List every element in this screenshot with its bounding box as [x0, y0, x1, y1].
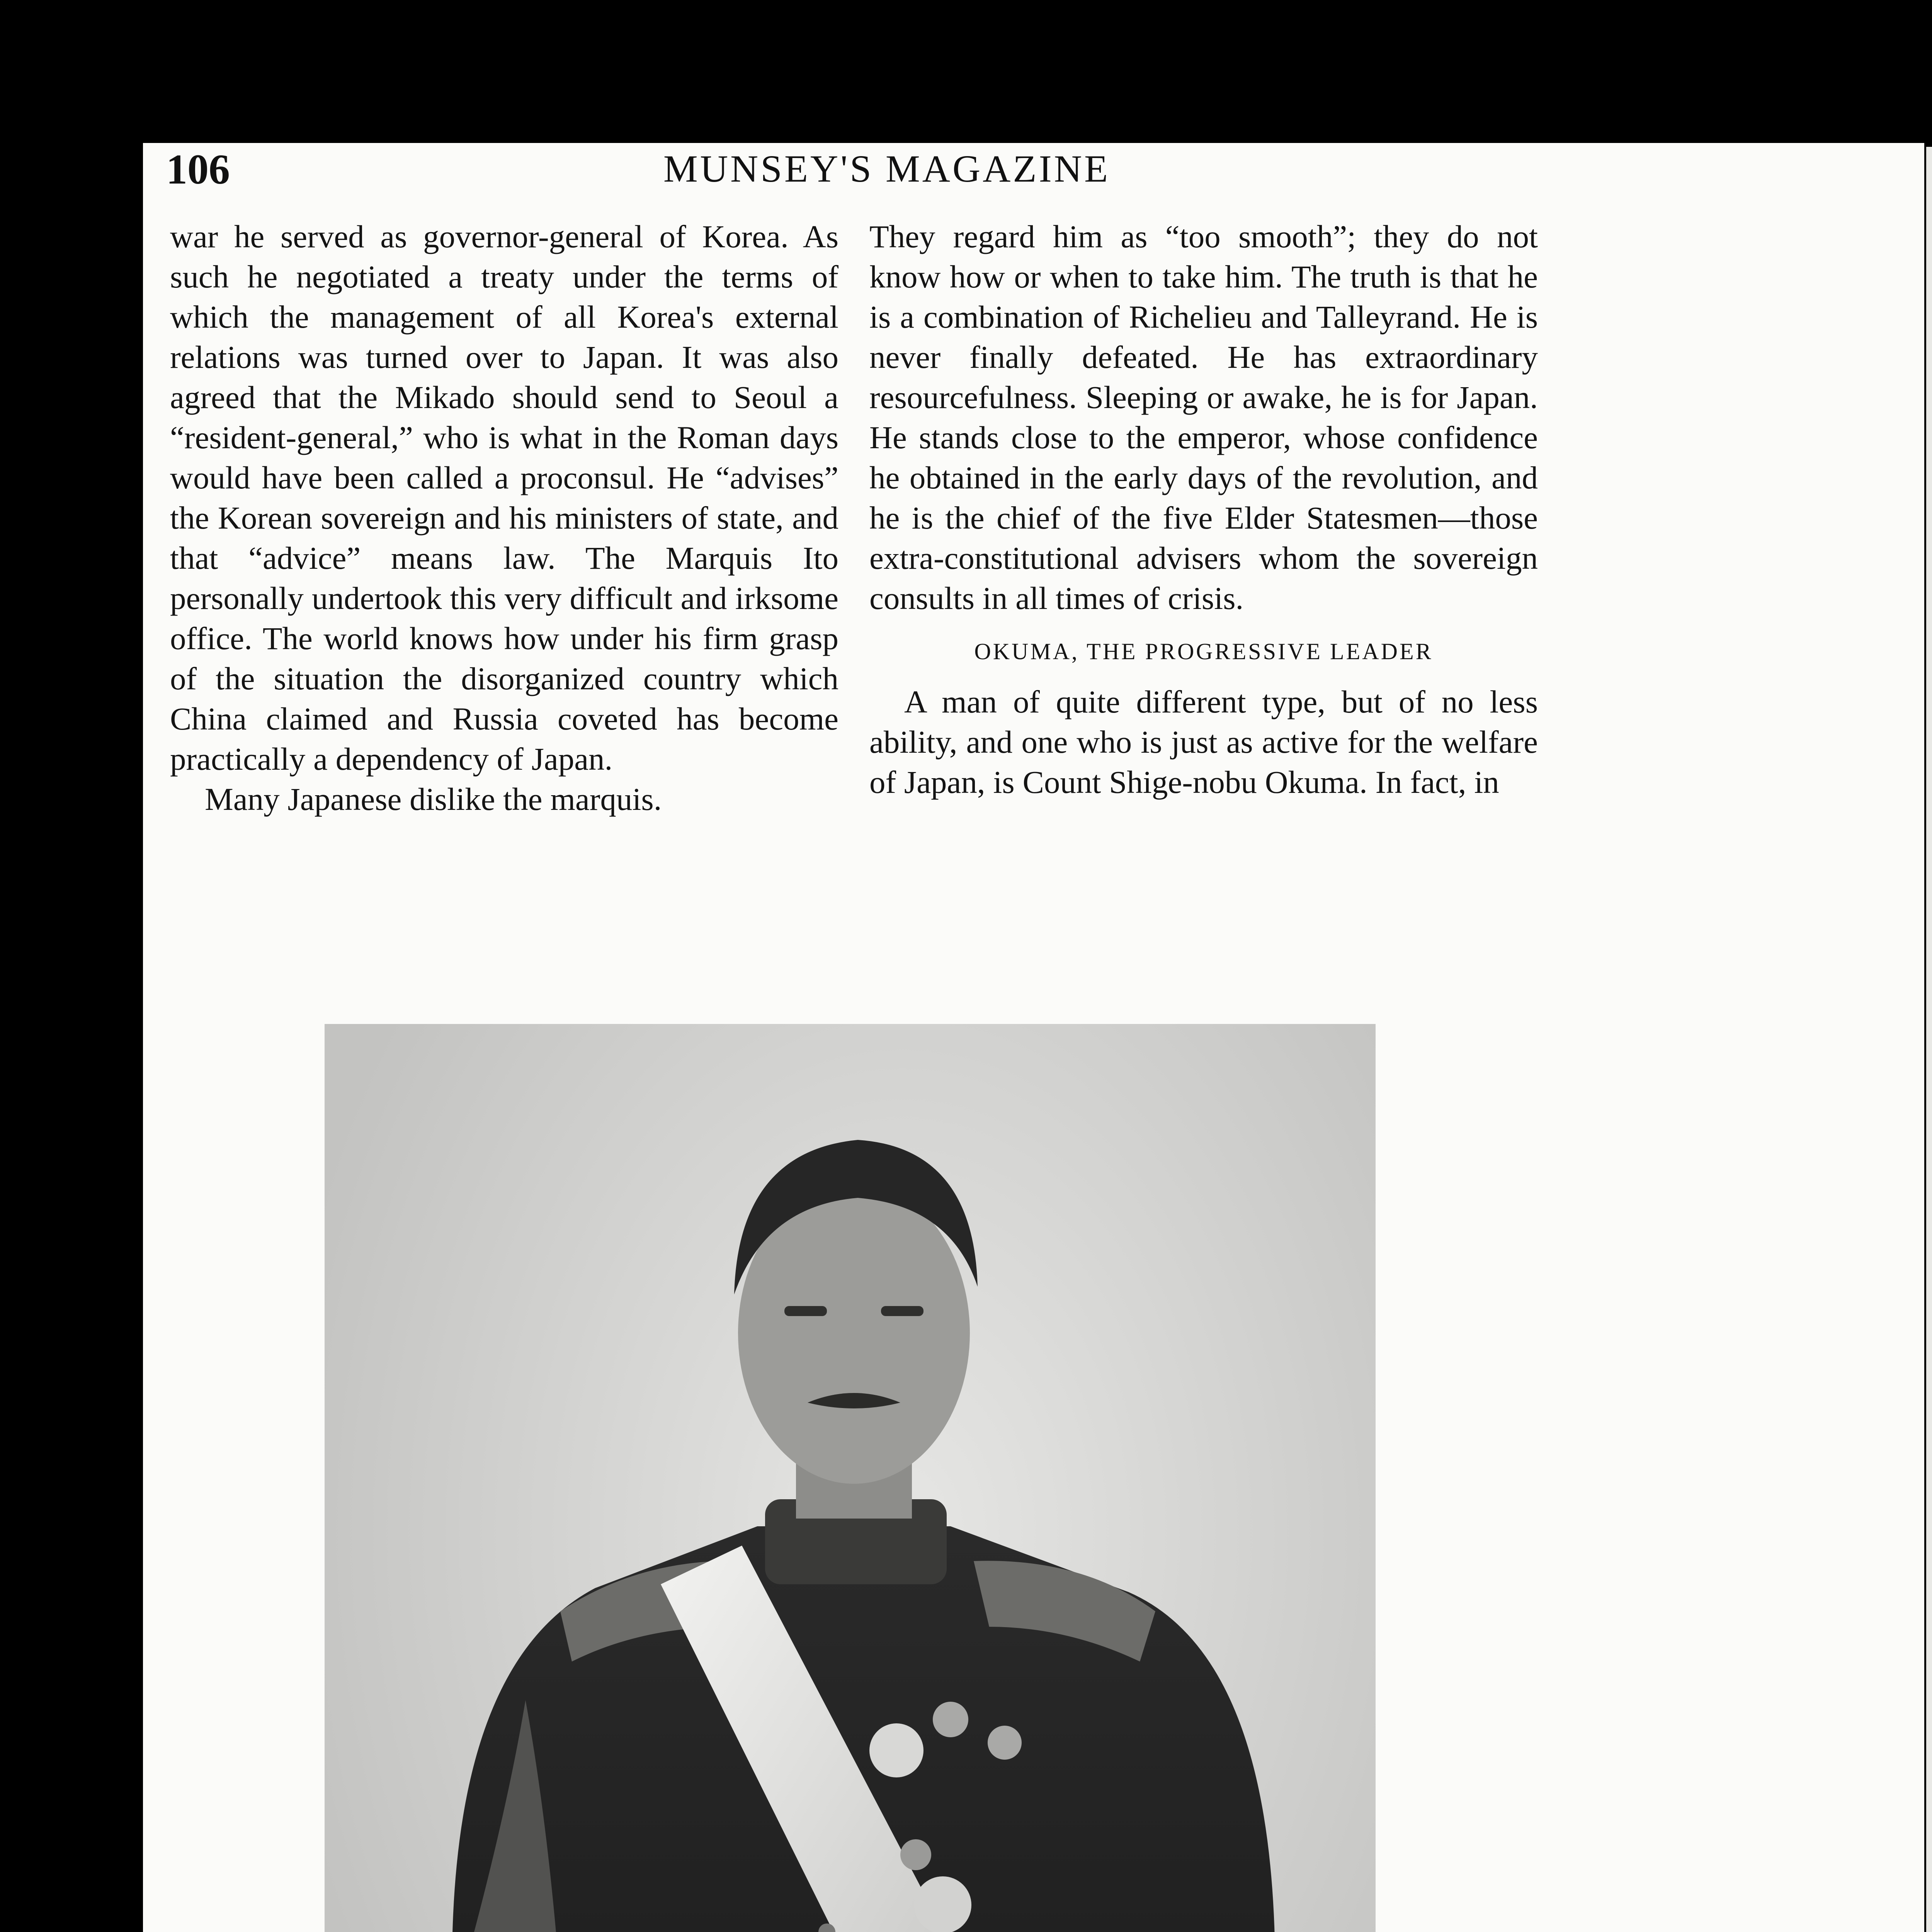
- running-title: MUNSEY'S MAGAZINE: [663, 147, 1111, 190]
- left-paragraph-2: Many Japanese dislike the marquis.: [205, 781, 662, 817]
- right-column: [869, 216, 1538, 802]
- left-paragraph-1: war he served as governor-general of Korea. As such he negotiated a treaty under the terms of which the management of all Korea's external relations was turned over to Japan. It was also agreed that the Mikado should send to Seoul a “resident-general,” who is what in the Roman days would have been called a proconsul. He “advises” the Korean sovereign and his ministers of state, and that “advice” means law. The Marquis Ito personally undertook this very difficult and irksome office. The world knows how under his firm grasp of the situation the disorganized country which China claimed and Russia coveted has become practically a dependency of Japan.: [170, 219, 838, 777]
- page-number: 106: [166, 146, 230, 193]
- right-paragraph-1: They regard him as “too smooth”; they do not know how or when to take him. The truth is that he is a combination of Richelieu and Talleyrand. He is never finally defeated. He has extraordinary resourcefulness. Sleeping or awake, he is for Japan. He stands close to the emperor, whose confidence he obtained in the early days of the revolution, and he is the chief of the five Elder Statesmen—those extra-constitutional advisers whom the sovereign consults in all times of crisis.: [869, 219, 1538, 616]
- portrait-illustration: [325, 1024, 1376, 1932]
- facing-page-edge: [1926, 147, 1932, 1932]
- section-heading: OKUMA, THE PROGRESSIVE LEADER: [974, 639, 1433, 664]
- portrait-photograph: [325, 1024, 1376, 1932]
- left-column: [170, 216, 838, 819]
- right-paragraph-2: A man of quite different type, but of no less ability, and one who is just as active for the welfare of Japan, is Count Shige-nobu Okuma. In fact, in: [869, 684, 1538, 800]
- page-header: [166, 145, 1607, 199]
